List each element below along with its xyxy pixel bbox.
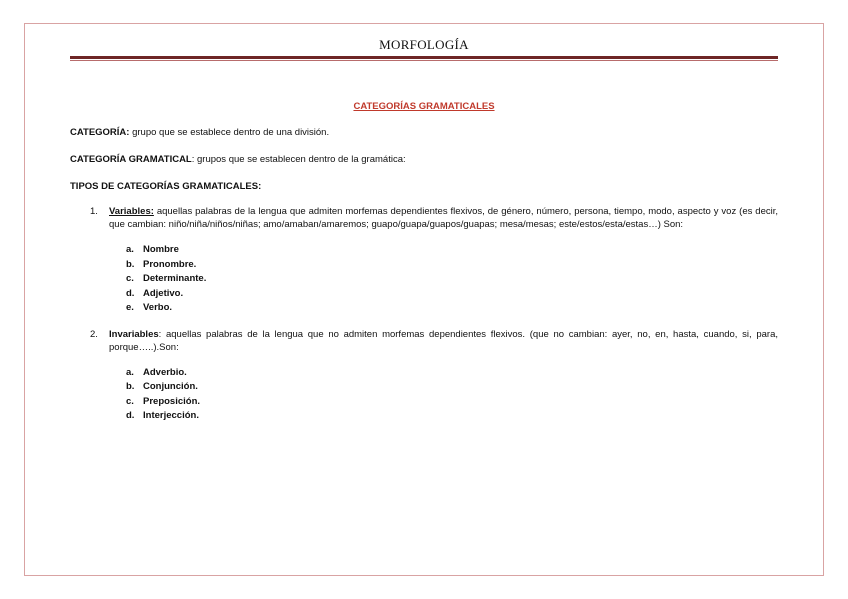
list-item-label: Nombre xyxy=(143,244,179,255)
type-number: 1. xyxy=(90,206,98,217)
list-marker: d. xyxy=(126,287,135,299)
type-name: Variables: xyxy=(109,206,154,217)
list-item xyxy=(70,380,778,395)
type-variables xyxy=(70,205,778,231)
list-item-label: Verbo. xyxy=(143,302,173,313)
list-marker: a. xyxy=(126,366,134,378)
list-marker: e. xyxy=(126,302,134,313)
list-item-label: Pronombre. xyxy=(143,258,197,270)
definition-text: grupo que se establece dentro de una división. xyxy=(129,127,330,138)
definition-term: CATEGORÍA: xyxy=(70,127,130,138)
section-title: CATEGORÍAS GRAMATICALES xyxy=(353,101,495,112)
variables-list xyxy=(70,243,778,316)
list-item xyxy=(70,243,778,258)
list-marker: a. xyxy=(126,244,134,255)
list-item xyxy=(70,287,778,302)
list-item-label: Conjunción. xyxy=(143,381,198,392)
list-item-label: Preposición. xyxy=(143,395,201,407)
type-description: : aquellas palabras de la lengua que no admiten morfemas dependientes flexivos. (que no cambian: ayer, no, en, hasta, cuando, si, para, porque…..).Son: xyxy=(109,328,778,353)
document-body xyxy=(70,100,778,436)
list-item xyxy=(70,395,778,410)
definition-term: CATEGORÍA GRAMATICAL xyxy=(70,154,192,165)
list-item-label: Adjetivo. xyxy=(143,287,184,299)
list-item xyxy=(70,366,778,381)
page-header-title: MORFOLOGÍA xyxy=(379,37,469,52)
definition-categoria-gramatical xyxy=(70,153,778,166)
list-item xyxy=(70,272,778,287)
type-name: Invariables xyxy=(109,328,159,340)
type-description: aquellas palabras de la lengua que admiten morfemas dependientes flexivos, de género, número, persona, tiempo, modo, aspecto y voz (es decir, que cambian: niño/niña/niños/niñas; amo/amaban/amaremos; guapo/guapa/guapos/guapas; mesa/mesas; este/estos/esta/estas…) Son: xyxy=(109,206,778,230)
list-item xyxy=(70,258,778,273)
list-marker: d. xyxy=(126,410,135,421)
header-rule xyxy=(70,56,778,59)
list-item-label: Determinante. xyxy=(143,273,207,284)
list-item xyxy=(70,301,778,316)
type-invariables xyxy=(70,328,778,354)
definition-text: : grupos que se establecen dentro de la gramática: xyxy=(191,154,406,165)
list-marker: b. xyxy=(126,258,135,270)
invariables-list xyxy=(70,366,778,424)
type-number: 2. xyxy=(90,328,98,340)
list-marker: c. xyxy=(126,273,134,284)
list-marker: c. xyxy=(126,395,134,407)
list-item-label: Interjección. xyxy=(143,410,199,421)
list-marker: b. xyxy=(126,381,135,392)
list-item xyxy=(70,409,778,424)
types-heading: TIPOS DE CATEGORÍAS GRAMATICALES: xyxy=(70,181,262,192)
list-item-label: Adverbio. xyxy=(143,366,187,378)
header-rule-thin xyxy=(70,60,778,61)
definition-categoria xyxy=(70,126,778,139)
